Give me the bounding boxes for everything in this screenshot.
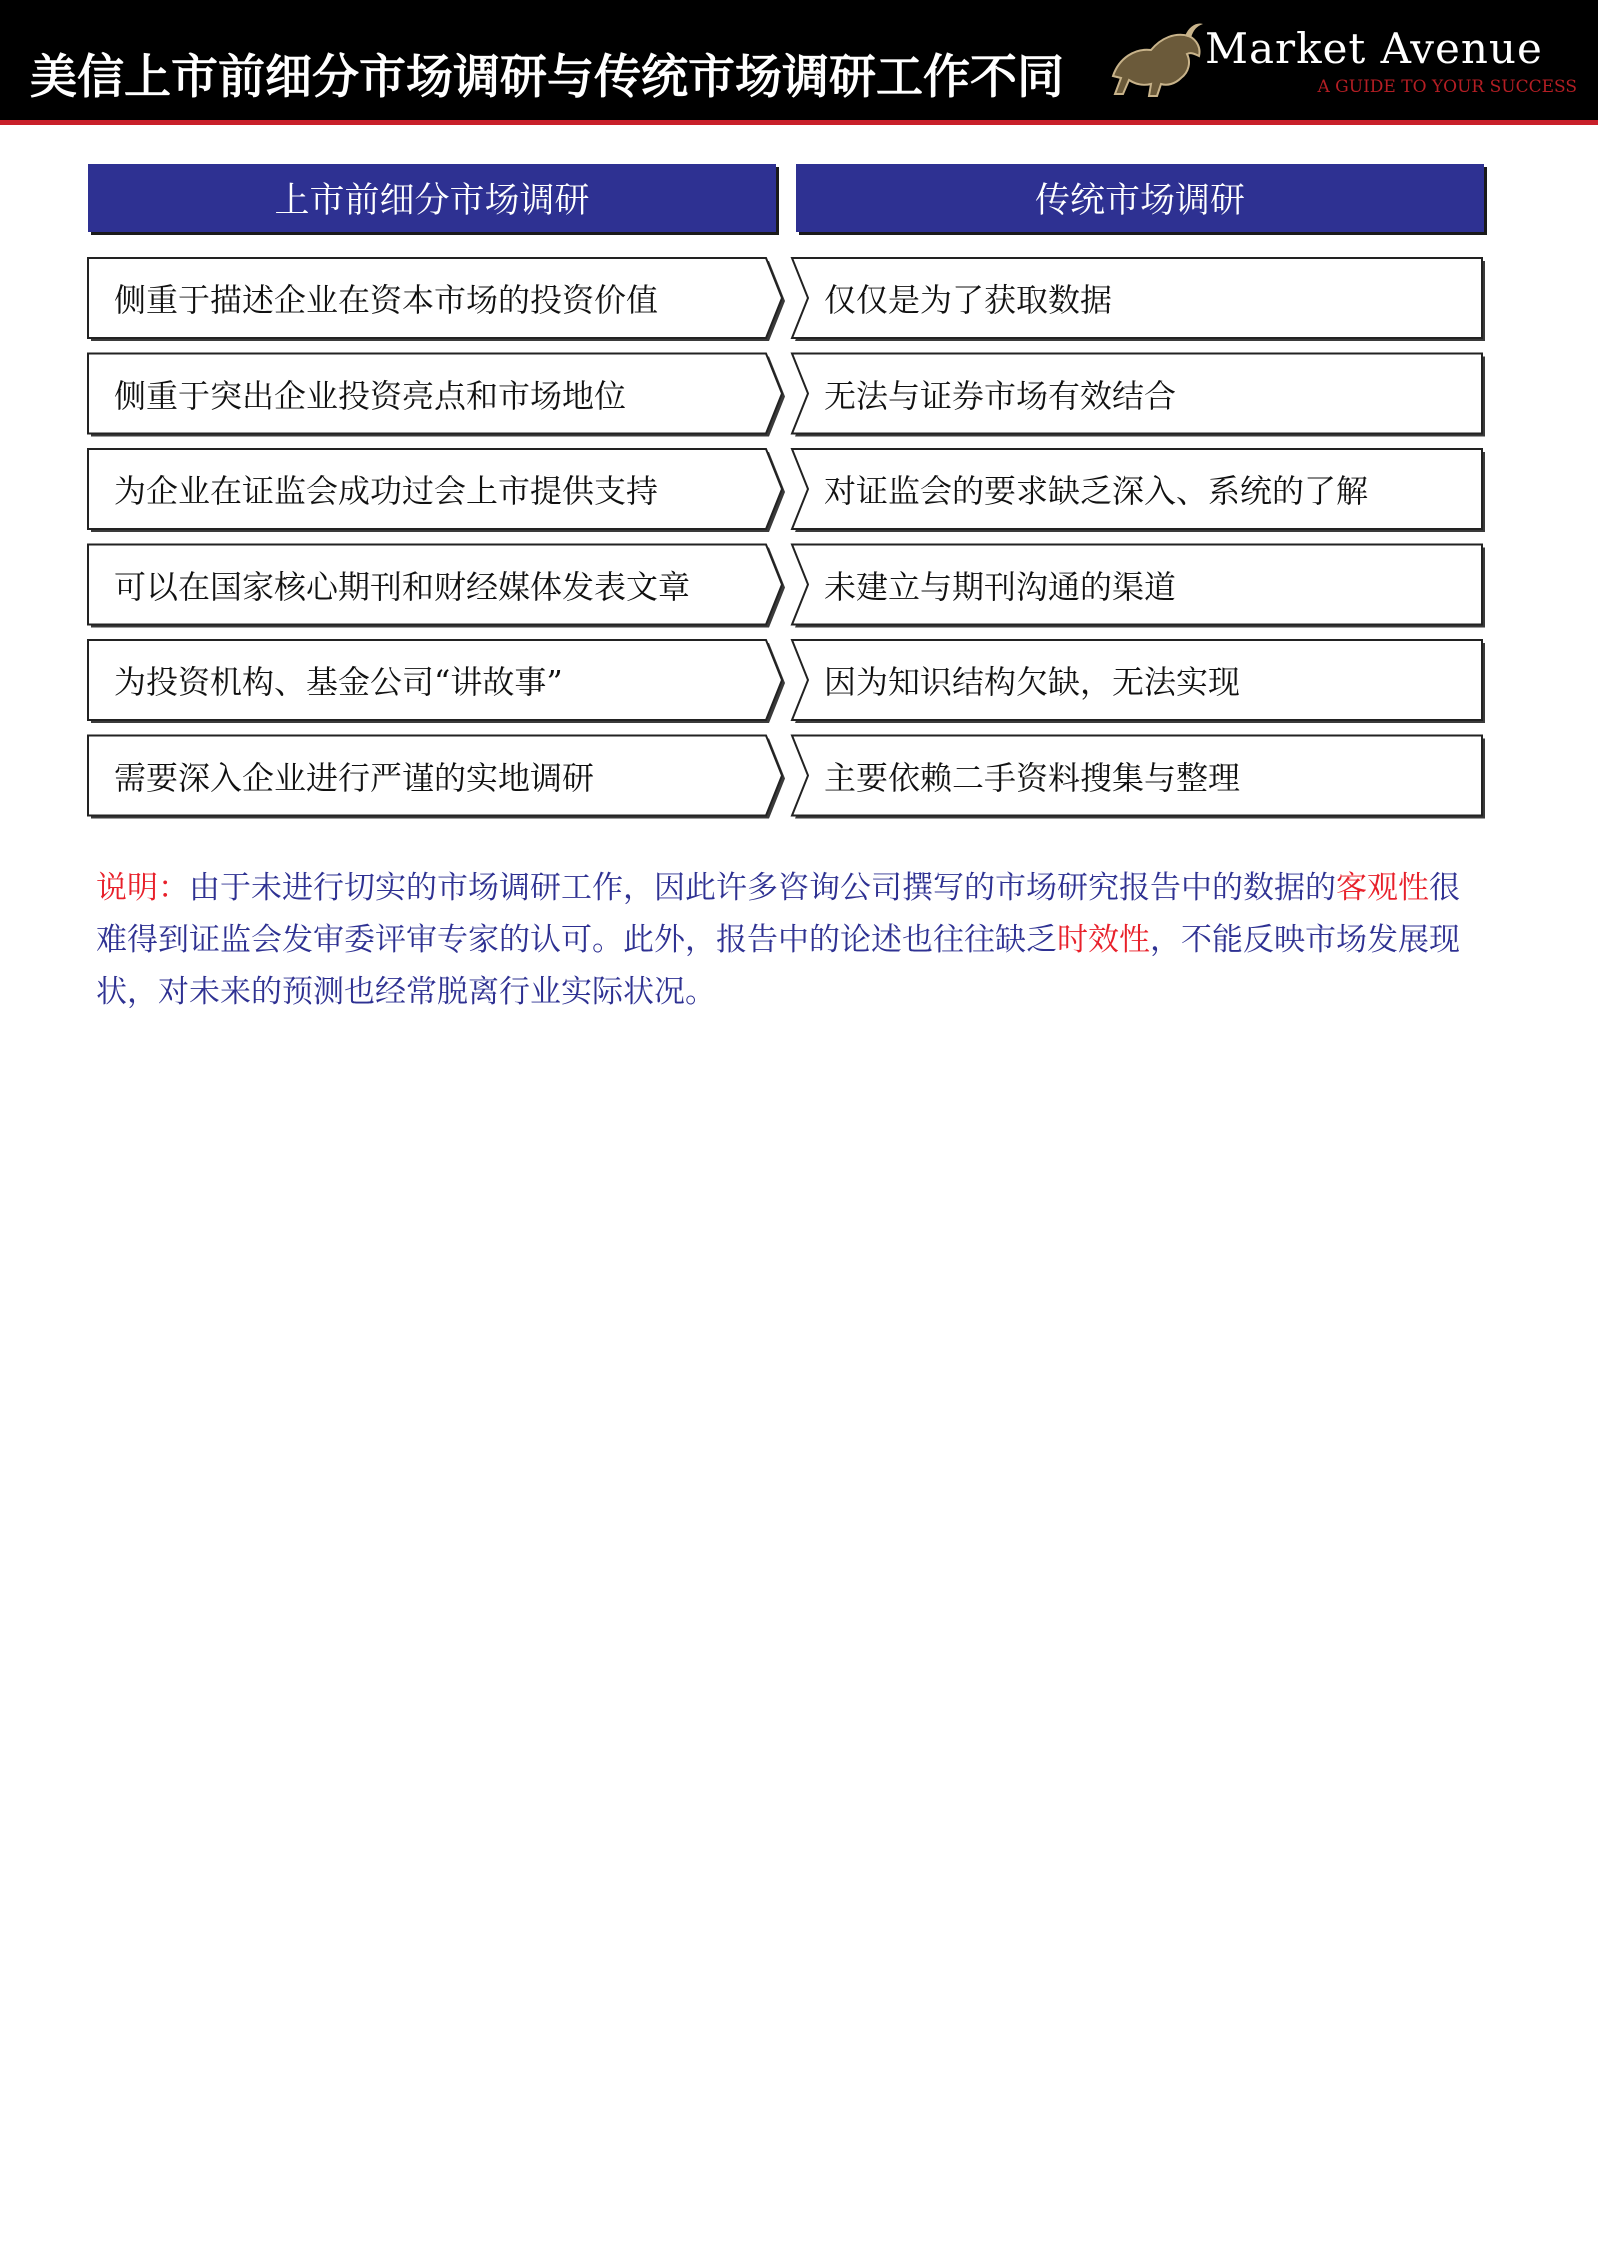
note-paragraph xyxy=(96,862,1476,1018)
row-right-text: 对证监会的要求缺乏深入、系统的了解 xyxy=(824,472,1369,510)
logo-wordmark: Market Avenue xyxy=(1205,24,1543,73)
right-column-header: 传统市场调研 xyxy=(796,164,1484,232)
note-text-1: 由于未进行切实的市场调研工作，因此许多咨询公司撰写的市场研究报告中的数据的 xyxy=(189,870,1336,906)
row-right-text: 无法与证券市场有效结合 xyxy=(824,376,1177,415)
row-right-text: 未建立与期刊沟通的渠道 xyxy=(824,567,1177,606)
row-left-text: 侧重于突出企业投资亮点和市场地位 xyxy=(114,376,627,415)
note-text-3: ，不能反映市场发展现状，对未来的预测也经常脱离行业实际状况。 xyxy=(96,922,1460,1010)
note-highlight-objectivity: 客观性 xyxy=(1336,870,1429,906)
note-highlight-timeliness: 时效性 xyxy=(1057,922,1150,958)
row-left-text: 侧重于描述企业在资本市场的投资价值 xyxy=(114,281,659,319)
row-left-text: 为企业在证监会成功过会上市提供支持 xyxy=(114,472,659,510)
row-left-text: 需要深入企业进行严谨的实地调研 xyxy=(114,758,595,797)
row-right-text: 因为知识结构欠缺，无法实现 xyxy=(824,663,1241,701)
row-right-text: 仅仅是为了获取数据 xyxy=(824,281,1113,319)
row-left-text: 可以在国家核心期刊和财经媒体发表文章 xyxy=(114,567,691,606)
note-text-2: 很难得到证监会发审委评审专家的认可。此外，报告中的论述也往往缺乏 xyxy=(96,870,1460,958)
row-right-text: 主要依赖二手资料搜集与整理 xyxy=(824,758,1241,797)
left-column-header: 上市前细分市场调研 xyxy=(88,164,776,232)
page-title: 美信上市前细分市场调研与传统市场调研工作不同 xyxy=(30,50,1064,105)
row-left-text: 为投资机构、基金公司“讲故事” xyxy=(114,663,563,701)
note-label: 说明： xyxy=(96,870,189,906)
logo-tagline: A GUIDE TO YOUR SUCCESS xyxy=(1317,77,1577,97)
